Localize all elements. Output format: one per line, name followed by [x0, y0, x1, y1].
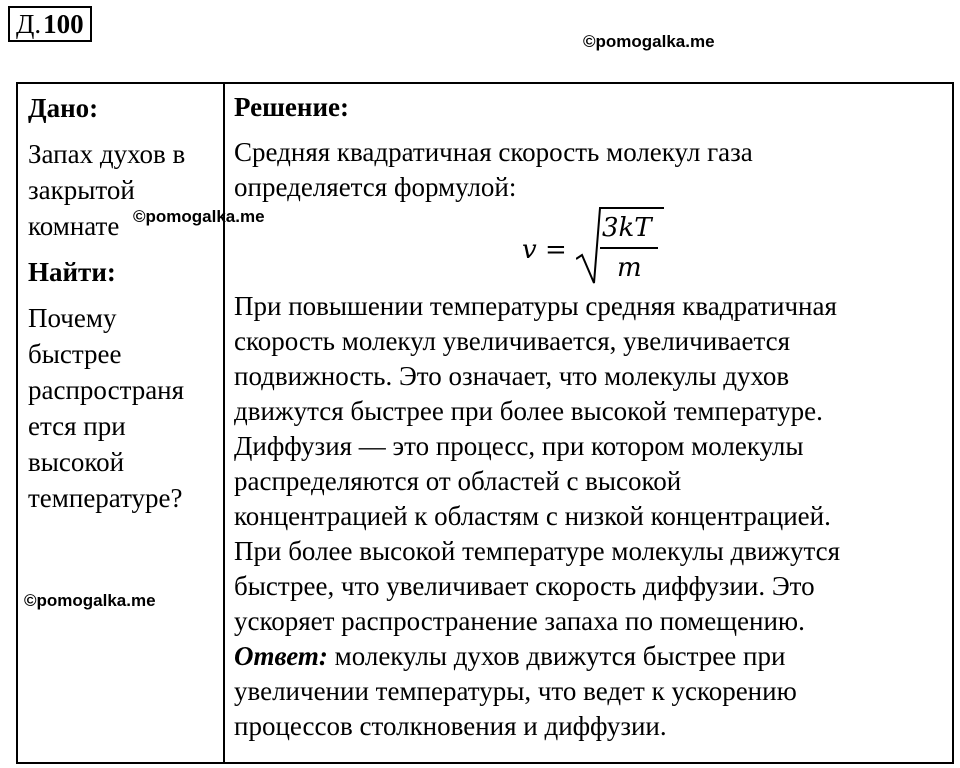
solution-column [234, 84, 946, 744]
answer-text-1: молекулы духов движутся быстрее при [327, 641, 786, 671]
answer-label: Ответ: [234, 641, 328, 671]
find-line-5: высокой [28, 447, 125, 477]
body-line-4: движутся быстрее при более высокой температуре. [234, 396, 823, 426]
find-line-1: Почему [28, 303, 117, 333]
column-divider [223, 84, 225, 762]
given-column [28, 84, 220, 516]
fraction-bar [600, 247, 658, 249]
answer-line-1 [234, 639, 946, 674]
body-line-2: скорость молекул увеличивается, увеличивается [234, 326, 791, 356]
body-line-10: ускоряет распространение запаха по помещению. [234, 606, 805, 636]
given-heading: Дано: [28, 93, 99, 123]
watermark-top: ©pomogalka.me [583, 32, 715, 51]
body-line-9: быстрее, что увеличивает скорость диффузии. Это [234, 571, 815, 601]
task-prefix: Д. [16, 8, 42, 39]
body-line-8: При более высокой температуре молекулы движутся [234, 536, 841, 566]
find-line-3: распространя [28, 375, 185, 405]
rms-speed-formula [234, 205, 946, 289]
body-line-1: При повышении температуры средняя квадратичная [234, 291, 837, 321]
solution-heading: Решение: [234, 92, 349, 122]
answer-line-3: процессов столкновения и диффузии. [234, 711, 667, 741]
intro-line-1: Средняя квадратичная скорость молекул газа [234, 137, 753, 167]
watermark-middle: ©pomogalka.me [133, 207, 265, 226]
find-line-4: ется при [28, 411, 126, 441]
body-line-6: распределяются от областей с высокой [234, 466, 682, 496]
find-line-6: температуре? [28, 483, 183, 513]
find-line-2: быстрее [28, 339, 122, 369]
formula-denominator: m [617, 253, 642, 283]
answer-line-2: увеличении температуры, что ведет к ускорению [234, 676, 797, 706]
solution-table [16, 82, 954, 764]
given-line-2: закрытой [28, 175, 135, 205]
given-line-1: Запах духов в [28, 139, 186, 169]
body-line-5: Диффузия — это процесс, при котором молекулы [234, 431, 804, 461]
intro-line-2: определяется формулой: [234, 172, 517, 202]
formula-numerator: 3kT [602, 213, 652, 243]
watermark-left: ©pomogalka.me [24, 591, 156, 610]
body-line-7: концентрацией к областям с низкой концентрацией. [234, 501, 831, 531]
body-line-3: подвижность. Это означает, что молекулы духов [234, 361, 790, 391]
task-number: 100 [43, 8, 84, 39]
formula-lhs: v = [522, 235, 567, 265]
task-number-box [8, 6, 92, 42]
find-heading: Найти: [28, 257, 116, 287]
given-line-3: комнате [28, 211, 120, 241]
